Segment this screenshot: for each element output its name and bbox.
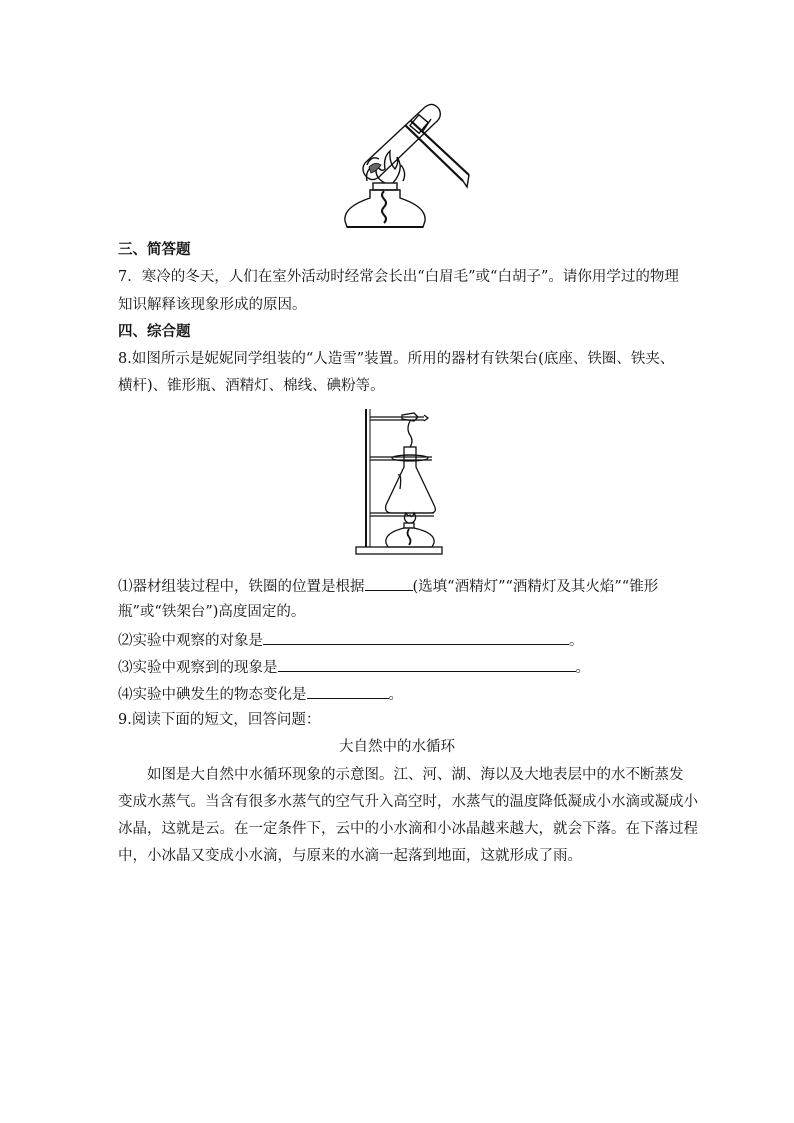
q8-sub4-prefix: ⑷实验中碘发生的物态变化是 — [118, 687, 307, 703]
q8-line1: 8.如图所示是妮妮同学组装的“人造雪”装置。所用的器材有铁架台(底座、铁圈、铁夹、 — [118, 351, 675, 367]
q8-sub1-prefix: ⑴器材组装过程中，铁圈的位置是根据 — [118, 579, 365, 595]
q8-sub1 — [118, 575, 658, 597]
q8-line2: 横杆)、锥形瓶、酒精灯、棉线、碘粉等。 — [118, 378, 385, 394]
q8-sub4-answer-blank[interactable] — [307, 683, 389, 699]
q8-sub3-answer-blank[interactable] — [278, 656, 576, 672]
q8-sub3-suffix: 。 — [575, 660, 590, 676]
q9-passage-line3: 冰晶，这就是云。在一定条件下，云中的小水滴和小冰晶越来越大，就会下落。在下落过程 — [118, 821, 698, 837]
q9-passage-line4: 中，小冰晶又变成小水滴，与原来的水滴一起落到地面，这就形成了雨。 — [118, 848, 582, 864]
q7-line1: 7．寒冷的冬天，人们在室外活动时经常会长出“白眉毛”或“白胡子”。请你用学过的物理 — [118, 269, 679, 285]
artificial-snow-apparatus-figure — [352, 405, 452, 557]
q8-sub2-prefix: ⑵实验中观察的对象是 — [118, 633, 263, 649]
q8-sub4-suffix: 。 — [388, 687, 403, 703]
q9-intro: 9.阅读下面的短文，回答问题： — [118, 712, 321, 728]
q9-passage-line2: 变成水蒸气。当含有很多水蒸气的空气升入高空时，水蒸气的温度降低凝成小水滴或凝成小 — [118, 794, 698, 810]
section-4-heading: 四、综合题 — [118, 324, 191, 340]
q8-sub2-answer-blank[interactable] — [263, 629, 569, 645]
test-tube-heating-figure — [335, 95, 475, 235]
q8-sub3-prefix: ⑶实验中观察到的现象是 — [118, 660, 278, 676]
q8-sub1-suffix: (选填“酒精灯”“酒精灯及其火焰”“锥形 — [412, 579, 659, 595]
q8-sub4 — [118, 683, 403, 705]
q8-sub2-suffix: 。 — [569, 633, 584, 649]
section-3-heading: 三、简答题 — [118, 242, 191, 258]
q9-passage-line1: 如图是大自然中水循环现象的示意图。江、河、湖、海以及大地表层中的水不断蒸发 — [147, 767, 684, 783]
q7-line2: 知识解释该现象形成的原因。 — [118, 297, 307, 313]
q8-sub1-answer-blank[interactable] — [365, 575, 413, 591]
q9-passage-title: 大自然中的水循环 — [339, 739, 455, 755]
q8-sub3 — [118, 656, 590, 678]
q8-sub1-line2: 瓶”或“铁架台”)高度固定的。 — [118, 604, 306, 620]
q8-sub2 — [118, 629, 584, 651]
